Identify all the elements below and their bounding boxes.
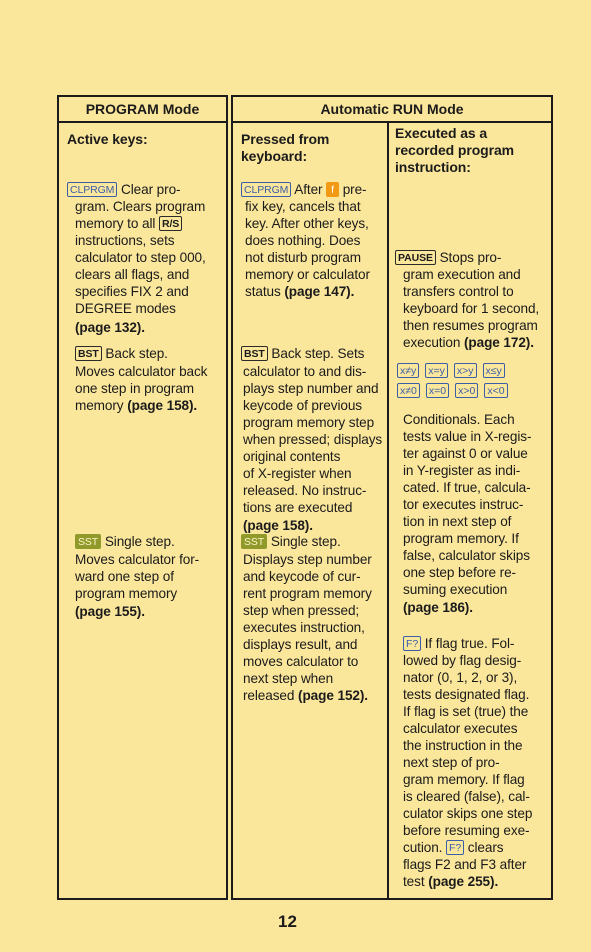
x-eq-0-key-icon: x=0	[426, 383, 449, 398]
bst-key-icon: BST	[75, 346, 102, 361]
sst-key-icon: SST	[241, 534, 267, 549]
run-mode-header: Automatic RUN Mode	[233, 97, 551, 123]
clprgm-key-icon: CLPRGM	[67, 182, 117, 197]
conditional-keys-row-2	[397, 383, 514, 398]
page-ref: (page 158).	[243, 518, 313, 533]
program-mode-column: Active keys: CLPRGM Clear pro- gram. Clears program memory to all R/S instructions, sets calculator to step 000, clears all flags, and specifies FIX 2 and DEGREE modes (page 132). BST Back step. Moves calculator back one step in program memory (page 158). SST Single step. Moves calculator for- ward one step of program memory (page 155).	[67, 131, 208, 619]
f-prefix-key-icon: f	[326, 182, 339, 197]
pressed-heading-2: keyboard:	[241, 148, 308, 164]
page-ref: (page 155).	[75, 604, 145, 619]
executed-as-program-column: Executed as a recorded program instruction: PAUSE Stops pro- gram execution and transfers control to keyboard for 1 second, then resumes program execution (page 172). x≠y x=y x>y x≤y x≠0 x=0 x>0 x<0 Conditionals. Each tests value in X-regis- ter against 0 or value in Y-register as indi- cated. If true, calcula- tor executes instruc- tion in next step of program memory. If false, calculator skips one step before re- suming execution (page 186). F? If flag true. Fol- lowed by flag desig- nator (0, 1, 2, or 3), tests designated flag. If flag is set (true) the calculator executes the instruction in the next step of pro- gram memory. If flag is cleared (false), cal- culator skips one step before resuming exe- cution. F? clears flags F2 and F3 after test (page 255).	[395, 125, 540, 889]
run-mode-panel	[231, 95, 553, 900]
pressed-heading-1: Pressed from	[241, 131, 330, 147]
executed-heading-2: recorded program	[395, 142, 514, 158]
page-ref: (page 158).	[127, 398, 198, 413]
x-ne-y-key-icon: x≠y	[397, 363, 419, 378]
flag-test-key-icon: F?	[446, 840, 464, 855]
page-ref: (page 172).	[463, 335, 534, 350]
page-ref: (page 152).	[298, 688, 368, 703]
pressed-from-keyboard-column: Pressed from keyboard: CLPRGM After f pre- fix key, cancels that key. After other keys, does nothing. Does not disturb program memory or calculator status (page 147). BST Back step. Sets calculator to and dis- plays step number and keycode of previous program memory step when pressed; displays original contents of X-register when released. No instruc- tions are executed (page 158). SST Single step. Displays step number and keycode of cur- rent program memory step when pressed; executes instruction, displays result, and moves calculator to next step when released (page 152).	[233, 123, 389, 898]
program-mode-header: PROGRAM Mode	[59, 97, 226, 123]
bst-key-icon: BST	[241, 346, 268, 361]
sst-key-icon: SST	[75, 534, 101, 549]
conditional-keys-row-1	[397, 363, 511, 378]
program-mode-panel	[57, 95, 228, 900]
x-gt-0-key-icon: x>0	[455, 383, 478, 398]
page-ref: (page 132).	[75, 320, 145, 335]
page-ref: (page 255).	[428, 874, 499, 889]
flag-test-key-icon: F?	[403, 636, 421, 651]
x-ne-0-key-icon: x≠0	[397, 383, 420, 398]
x-eq-y-key-icon: x=y	[425, 363, 448, 378]
page-number: 12	[278, 912, 297, 931]
page-ref: (page 147).	[284, 284, 355, 299]
x-gt-y-key-icon: x>y	[454, 363, 477, 378]
rs-key-icon: R/S	[159, 216, 182, 231]
executed-heading-1: Executed as a	[395, 125, 488, 141]
clprgm-key-icon: CLPRGM	[241, 182, 291, 197]
active-keys-heading: Active keys:	[67, 131, 148, 147]
x-le-y-key-icon: x≤y	[483, 363, 505, 378]
executed-heading-3: instruction:	[395, 159, 471, 175]
x-lt-0-key-icon: x<0	[484, 383, 507, 398]
page-ref: (page 186).	[403, 600, 473, 615]
pause-key-icon: PAUSE	[395, 250, 436, 265]
